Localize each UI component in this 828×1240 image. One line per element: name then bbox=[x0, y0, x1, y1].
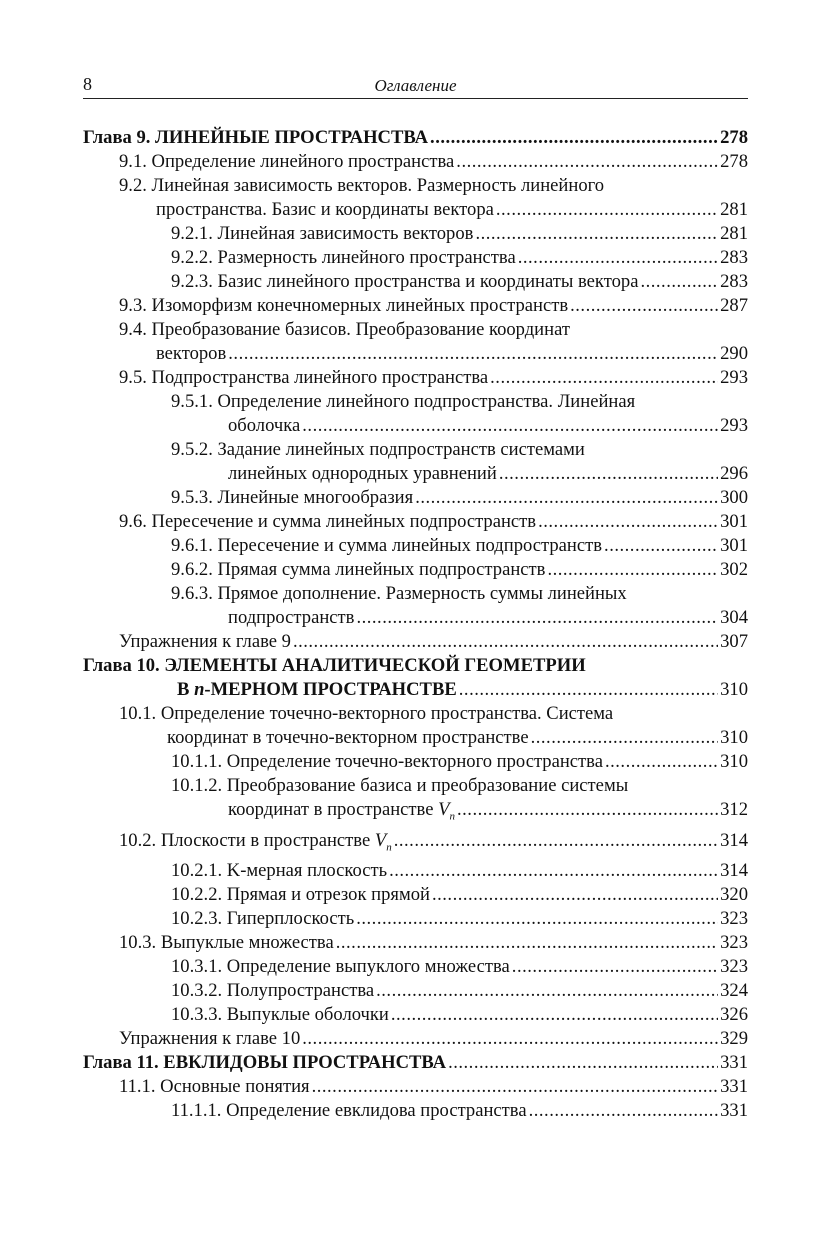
toc-entry-10-1-1[interactable]: 10.1.1. Определение точечно-векторного пространства ..... 310 bbox=[83, 750, 748, 774]
toc-entry-9-5-2[interactable]: линейных однородных уравнений ..... 296 bbox=[83, 462, 748, 486]
toc-entry-10-3-1[interactable]: 10.3.1. Определение выпуклого множества ..... 323 bbox=[83, 955, 748, 979]
toc-entry-9-5-1-line1: 9.5.1. Определение линейного подпространства. Линейная bbox=[171, 391, 636, 412]
toc-entry-10-3-2[interactable]: 10.3.2. Полупространства ..... 324 bbox=[83, 979, 748, 1003]
toc-entry-10-1-line1: 10.1. Определение точечно-векторного пространства. Система bbox=[119, 703, 614, 724]
toc-entry-10-2[interactable]: 10.2. Плоскости в пространстве $V_n$ ..... 314 bbox=[83, 829, 748, 860]
toc-entry-9-3[interactable]: 9.3. Изоморфизм конечномерных линейных пространств ..... 287 bbox=[83, 294, 748, 318]
toc-entry-exercises-10[interactable]: Упражнения к главе 10 ..... 329 bbox=[83, 1027, 748, 1051]
toc-entry-9-6-3-line1: 9.6.3. Прямое дополнение. Размерность суммы линейных bbox=[171, 583, 627, 604]
toc-entry-9-6-1[interactable]: 9.6.1. Пересечение и сумма линейных подпространств ..... 301 bbox=[83, 534, 748, 558]
page-header bbox=[83, 74, 748, 99]
toc-entry-chapter-11[interactable]: Глава 11. ЕВКЛИДОВЫ ПРОСТРАНСТВА ..... 331 bbox=[83, 1051, 748, 1075]
toc-entry-9-5[interactable]: 9.5. Подпространства линейного пространства ..... 293 bbox=[83, 366, 748, 390]
toc-entry-9-1[interactable]: 9.1. Определение линейного пространства ..... 278 bbox=[83, 150, 748, 174]
toc-entry-9-2[interactable]: пространства. Базис и координаты вектора ..... 281 bbox=[83, 198, 748, 222]
toc-entry-9-2-2[interactable]: 9.2.2. Размерность линейного пространства ..... 283 bbox=[83, 246, 748, 270]
toc-entry-10-2-2[interactable]: 10.2.2. Прямая и отрезок прямой ..... 320 bbox=[83, 883, 748, 907]
toc-entry-9-5-3[interactable]: 9.5.3. Линейные многообразия ..... 300 bbox=[83, 486, 748, 510]
toc-entry-9-2-3[interactable]: 9.2.3. Базис линейного пространства и координаты вектора ..... 283 bbox=[83, 270, 748, 294]
toc-entry-chapter-10-line1: Глава 10. ЭЛЕМЕНТЫ АНАЛИТИЧЕСКОЙ ГЕОМЕТРИИ bbox=[83, 655, 586, 676]
toc-entry-10-2-3[interactable]: 10.2.3. Гиперплоскость ..... 323 bbox=[83, 907, 748, 931]
toc-entry-10-3[interactable]: 10.3. Выпуклые множества ..... 323 bbox=[83, 931, 748, 955]
toc-entry-10-1-2-line1: 10.1.2. Преобразование базиса и преобразование системы bbox=[171, 775, 629, 796]
running-title: Оглавление bbox=[374, 76, 457, 95]
toc-entry-9-5-1[interactable]: оболочка ..... 293 bbox=[83, 414, 748, 438]
toc-entry-9-6-3[interactable]: подпространств ..... 304 bbox=[83, 606, 748, 630]
toc-entry-9-6[interactable]: 9.6. Пересечение и сумма линейных подпространств ..... 301 bbox=[83, 510, 748, 534]
toc-entry-10-1-2[interactable]: координат в пространстве $V_n$ ..... 312 bbox=[83, 798, 748, 829]
toc-entry-10-3-3[interactable]: 10.3.3. Выпуклые оболочки ..... 326 bbox=[83, 1003, 748, 1027]
toc-entry-exercises-9[interactable]: Упражнения к главе 9 ..... 307 bbox=[83, 630, 748, 654]
toc-entry-9-6-2[interactable]: 9.6.2. Прямая сумма линейных подпространств ..... 302 bbox=[83, 558, 748, 582]
toc-entry-9-2-1[interactable]: 9.2.1. Линейная зависимость векторов ..... 281 bbox=[83, 222, 748, 246]
toc-entry-10-2-1[interactable]: 10.2.1. K-мерная плоскость ..... 314 bbox=[83, 859, 748, 883]
document-page bbox=[83, 74, 748, 1123]
table-of-contents bbox=[83, 126, 748, 1123]
toc-entry-11-1-1[interactable]: 11.1.1. Определение евклидова пространства ..... 331 bbox=[83, 1099, 748, 1123]
toc-entry-9-5-2-line1: 9.5.2. Задание линейных подпространств системами bbox=[171, 439, 585, 460]
toc-entry-9-4[interactable]: векторов ..... 290 bbox=[83, 342, 748, 366]
toc-entry-9-2-line1: 9.2. Линейная зависимость векторов. Размерность линейного bbox=[119, 175, 605, 196]
toc-entry-9-4-line1: 9.4. Преобразование базисов. Преобразование координат bbox=[119, 319, 570, 340]
toc-entry-chapter-10[interactable]: В n-МЕРНОМ ПРОСТРАНСТВЕ ..... 310 bbox=[83, 678, 748, 702]
toc-entry-chapter-9[interactable]: Глава 9. ЛИНЕЙНЫЕ ПРОСТРАНСТВА ..... 278 bbox=[83, 126, 748, 150]
page-number: 8 bbox=[83, 74, 92, 94]
toc-entry-11-1[interactable]: 11.1. Основные понятия ..... 331 bbox=[83, 1075, 748, 1099]
toc-entry-10-1[interactable]: координат в точечно-векторном пространстве ..... 310 bbox=[83, 726, 748, 750]
